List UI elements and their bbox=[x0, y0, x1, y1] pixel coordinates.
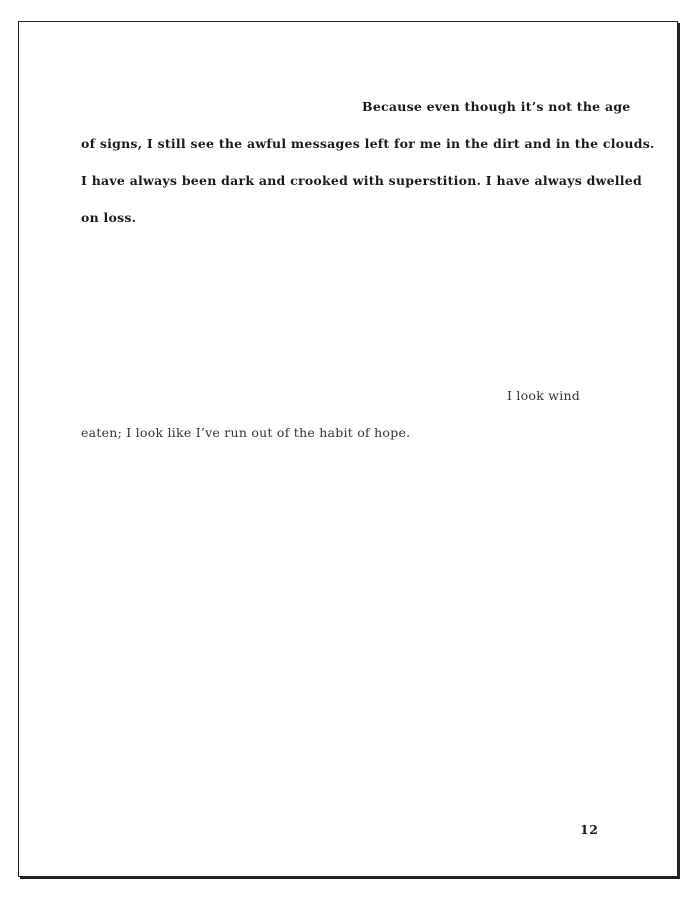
passage-two-line-2: eaten; I look like I’ve run out of the habit of hope. bbox=[81, 425, 411, 440]
passage-two-line-1: I look wind bbox=[507, 388, 581, 403]
passage-one-line-1: Because even though it’s not the age bbox=[362, 99, 631, 114]
page-number: 12 bbox=[580, 822, 599, 837]
passage-one-line-4: on loss. bbox=[81, 210, 137, 225]
passage-one-line-2: of signs, I still see the awful messages left for me in the dirt and in the clouds. bbox=[81, 136, 655, 151]
passage-one-line-3: I have always been dark and crooked with superstition. I have always dwelled bbox=[81, 173, 642, 188]
